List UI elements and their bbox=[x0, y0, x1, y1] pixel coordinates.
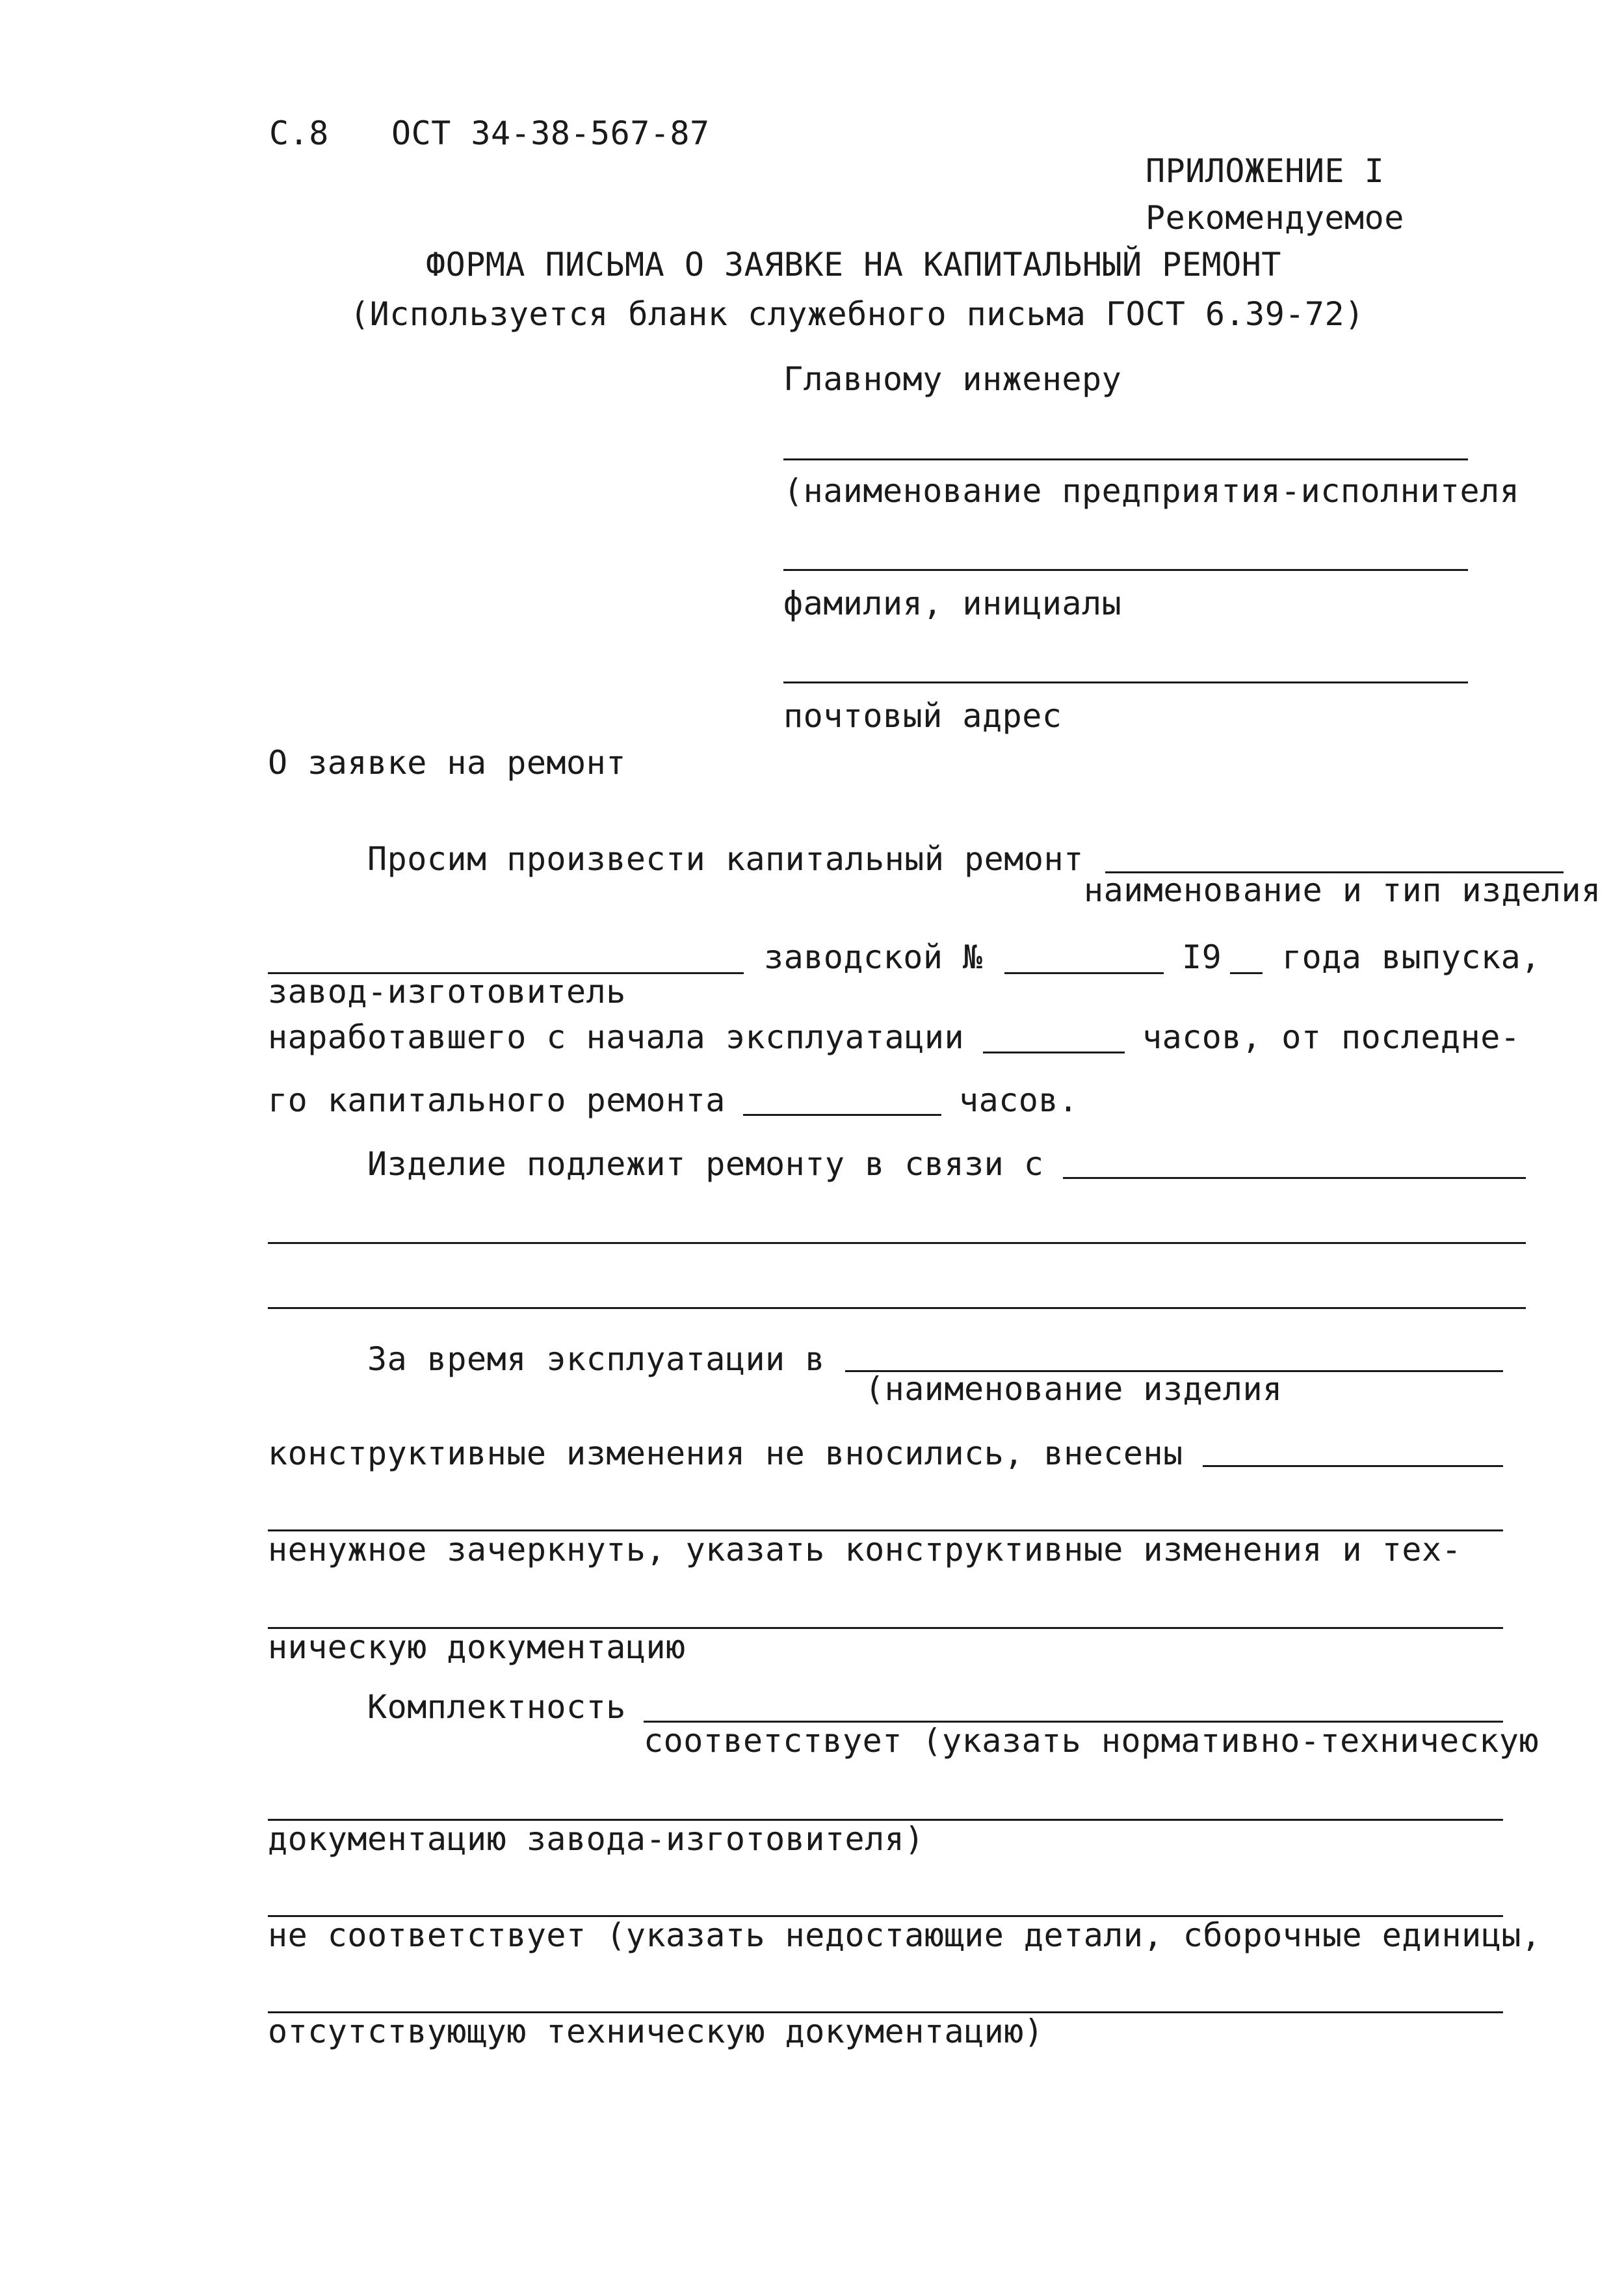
letter-subject: О заявке на ремонт bbox=[268, 744, 626, 782]
reason-field-line-2[interactable] bbox=[268, 1242, 1526, 1244]
changes-note-1: ненужное зачеркнуть, указать конструктивные изменения и тех- bbox=[268, 1531, 1462, 1568]
product-name-caption: (наименование изделия bbox=[865, 1370, 1283, 1408]
not-complies-caption: не соответствует (указать недостающие детали, сборочные единицы, bbox=[268, 1916, 1541, 1954]
operating-hours-field-line[interactable] bbox=[983, 1052, 1125, 1053]
enterprise-caption: (наименование предприятия-исполнителя bbox=[783, 472, 1520, 510]
appendix-status: Рекомендуемое bbox=[1146, 199, 1404, 237]
last-repair-text: го капитального ремонта bbox=[268, 1081, 726, 1119]
name-field-line[interactable] bbox=[783, 569, 1468, 571]
address-caption: почтовый адрес bbox=[783, 697, 1062, 735]
hours-text: часов. bbox=[959, 1081, 1079, 1119]
standard-number: ОСТ 34-38-567-87 bbox=[391, 114, 710, 152]
address-field-line[interactable] bbox=[783, 681, 1468, 683]
manufacturer-caption: завод-изготовитель bbox=[268, 973, 626, 1011]
year-suffix: года выпуска, bbox=[1282, 938, 1541, 976]
serial-label: заводской № bbox=[764, 938, 983, 976]
changes-field-line-1[interactable] bbox=[1203, 1465, 1503, 1467]
enterprise-field-line[interactable] bbox=[783, 458, 1468, 460]
request-text: Просим произвести капитальный ремонт bbox=[367, 840, 1084, 878]
completeness-label: Комплектность bbox=[367, 1688, 626, 1726]
changes-note-2: ническую документацию bbox=[268, 1628, 686, 1666]
serial-field-line[interactable] bbox=[1004, 972, 1164, 974]
addressee-title: Главному инженеру bbox=[783, 360, 1122, 398]
reason-field-line-1[interactable] bbox=[1063, 1177, 1526, 1179]
operating-start-text: наработавшего с начала эксплуатации bbox=[268, 1018, 965, 1056]
product-caption: наименование и тип изделия bbox=[1084, 871, 1601, 909]
changes-text: конструктивные изменения не вносились, внесены bbox=[268, 1435, 1183, 1472]
name-caption: фамилия, инициалы bbox=[783, 585, 1122, 622]
hours-from-last-text: часов, от последне- bbox=[1142, 1018, 1521, 1056]
reason-text: Изделие подлежит ремонту в связи с bbox=[367, 1145, 1044, 1183]
reason-field-line-3[interactable] bbox=[268, 1307, 1526, 1309]
year-field-line[interactable] bbox=[1230, 972, 1263, 974]
complies-doc-caption: документацию завода-изготовителя) bbox=[268, 1820, 924, 1858]
operation-period-text: За время эксплуатации в bbox=[367, 1340, 825, 1378]
appendix-label: ПРИЛОЖЕНИЕ I bbox=[1146, 152, 1385, 190]
form-title: ФОРМА ПИСЬМА О ЗАЯВКЕ НА КАПИТАЛЬНЫЙ РЕМОНТ bbox=[426, 246, 1281, 284]
page-ref: С.8 bbox=[269, 114, 329, 152]
last-repair-hours-field-line[interactable] bbox=[743, 1114, 941, 1116]
year-prefix: I9 bbox=[1182, 938, 1222, 976]
missing-docs-caption: отсутствующую техническую документацию) bbox=[268, 2013, 1044, 2050]
form-subtitle: (Используется бланк служебного письма ГОСТ 6.39-72) bbox=[350, 295, 1365, 333]
complies-caption: соответствует (указать нормативно-техническую bbox=[644, 1722, 1539, 1760]
